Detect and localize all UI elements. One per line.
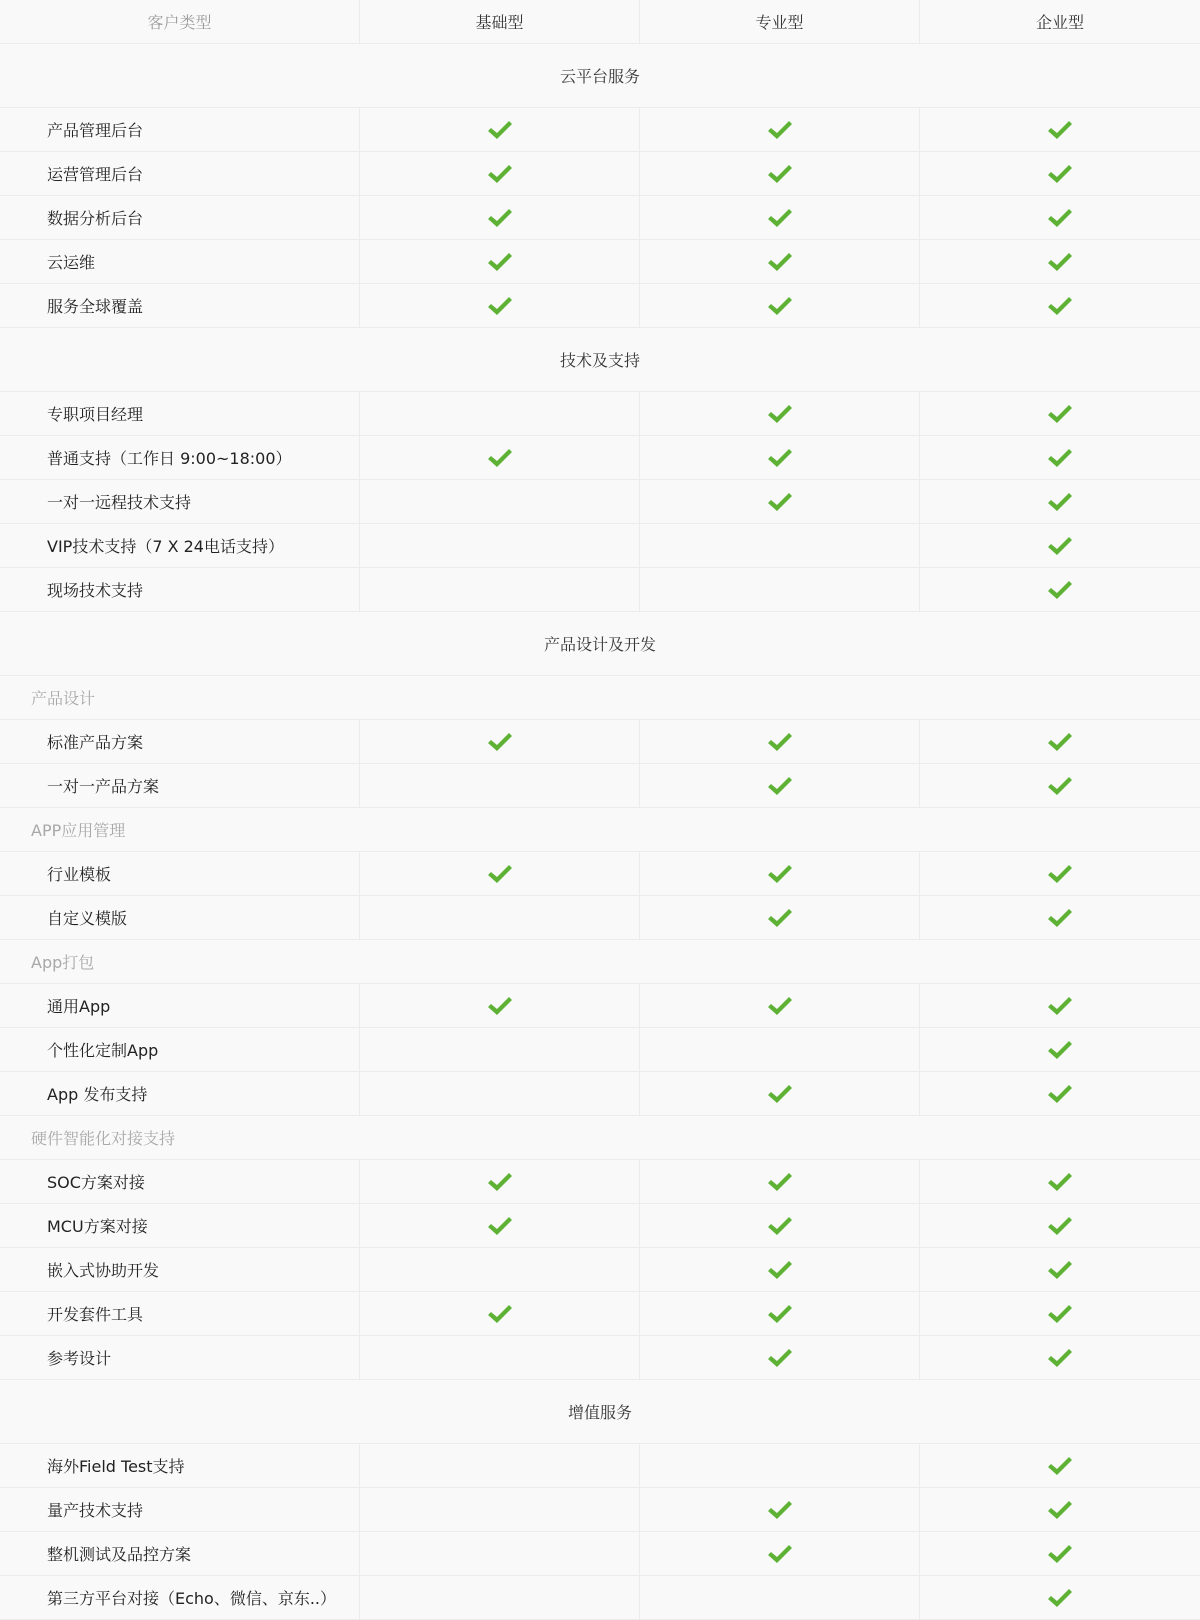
- enterprise-cell: [920, 152, 1200, 195]
- professional-cell: [640, 196, 920, 239]
- professional-cell: [640, 524, 920, 567]
- basic-cell: [360, 1576, 640, 1619]
- enterprise-cell: [920, 1160, 1200, 1203]
- check-icon: [767, 404, 793, 424]
- feature-row: [0, 284, 1200, 328]
- header-customer-type: 客户类型: [0, 0, 360, 43]
- check-icon: [1047, 164, 1073, 184]
- check-icon: [487, 164, 513, 184]
- feature-label: 服务全球覆盖: [0, 284, 360, 327]
- basic-cell: [360, 480, 640, 523]
- check-icon: [1047, 1456, 1073, 1476]
- check-icon: [1047, 1544, 1073, 1564]
- feature-label: MCU方案对接: [0, 1204, 360, 1247]
- feature-row: [0, 392, 1200, 436]
- check-icon: [767, 996, 793, 1016]
- enterprise-cell: [920, 1204, 1200, 1247]
- feature-row: [0, 240, 1200, 284]
- section-title: 云平台服务: [559, 67, 640, 86]
- basic-cell: [360, 108, 640, 151]
- enterprise-cell: [920, 480, 1200, 523]
- feature-label: 量产技术支持: [0, 1488, 360, 1531]
- check-icon: [767, 120, 793, 140]
- check-icon: [767, 776, 793, 796]
- basic-cell: [360, 1028, 640, 1071]
- feature-label: 嵌入式协助开发: [0, 1248, 360, 1291]
- feature-row: [0, 896, 1200, 940]
- feature-row: [0, 480, 1200, 524]
- professional-cell: [640, 1028, 920, 1071]
- enterprise-cell: [920, 1532, 1200, 1575]
- enterprise-cell: [920, 852, 1200, 895]
- check-icon: [487, 732, 513, 752]
- basic-cell: [360, 720, 640, 763]
- section-title: 增值服务: [567, 1403, 632, 1422]
- check-icon: [1047, 1172, 1073, 1192]
- professional-cell: [640, 436, 920, 479]
- basic-cell: [360, 196, 640, 239]
- basic-cell: [360, 1248, 640, 1291]
- section-header-row: [0, 612, 1200, 676]
- basic-cell: [360, 1532, 640, 1575]
- header-basic: 基础型: [360, 0, 640, 43]
- feature-row: [0, 436, 1200, 480]
- professional-cell: [640, 1488, 920, 1531]
- check-icon: [767, 1500, 793, 1520]
- professional-cell: [640, 720, 920, 763]
- feature-row: [0, 720, 1200, 764]
- professional-cell: [640, 152, 920, 195]
- basic-cell: [360, 240, 640, 283]
- feature-row: [0, 984, 1200, 1028]
- section-title: 产品设计及开发: [543, 635, 656, 654]
- professional-cell: [640, 984, 920, 1027]
- feature-label: 一对一远程技术支持: [0, 480, 360, 523]
- feature-row: [0, 764, 1200, 808]
- feature-label: 个性化定制App: [0, 1028, 360, 1071]
- professional-cell: [640, 1248, 920, 1291]
- group-title: APP应用管理: [31, 821, 126, 840]
- feature-label: 第三方平台对接（Echo、微信、京东..）: [0, 1576, 360, 1619]
- section-header-row: [0, 328, 1200, 392]
- group-header-row: [0, 676, 1200, 720]
- enterprise-cell: [920, 764, 1200, 807]
- check-icon: [767, 1348, 793, 1368]
- enterprise-cell: [920, 524, 1200, 567]
- feature-label: 现场技术支持: [0, 568, 360, 611]
- basic-cell: [360, 1336, 640, 1379]
- feature-row: [0, 1444, 1200, 1488]
- check-icon: [767, 1304, 793, 1324]
- enterprise-cell: [920, 1444, 1200, 1487]
- check-icon: [487, 1304, 513, 1324]
- check-icon: [1047, 492, 1073, 512]
- professional-cell: [640, 1072, 920, 1115]
- feature-row: [0, 1292, 1200, 1336]
- section-title: 技术及支持: [559, 351, 640, 370]
- enterprise-cell: [920, 240, 1200, 283]
- check-icon: [767, 208, 793, 228]
- feature-row: [0, 1072, 1200, 1116]
- basic-cell: [360, 152, 640, 195]
- check-icon: [1047, 1500, 1073, 1520]
- professional-cell: [640, 480, 920, 523]
- feature-row: [0, 1204, 1200, 1248]
- group-header-row: [0, 1116, 1200, 1160]
- feature-row: [0, 1028, 1200, 1072]
- check-icon: [1047, 908, 1073, 928]
- check-icon: [1047, 404, 1073, 424]
- enterprise-cell: [920, 436, 1200, 479]
- check-icon: [1047, 776, 1073, 796]
- professional-cell: [640, 1160, 920, 1203]
- feature-row: [0, 1488, 1200, 1532]
- check-icon: [767, 1172, 793, 1192]
- feature-row: [0, 196, 1200, 240]
- feature-label: 整机测试及品控方案: [0, 1532, 360, 1575]
- check-icon: [1047, 536, 1073, 556]
- group-title: 产品设计: [31, 689, 96, 708]
- enterprise-cell: [920, 568, 1200, 611]
- enterprise-cell: [920, 896, 1200, 939]
- feature-label: 数据分析后台: [0, 196, 360, 239]
- enterprise-cell: [920, 1576, 1200, 1619]
- check-icon: [1047, 1084, 1073, 1104]
- check-icon: [1047, 1260, 1073, 1280]
- basic-cell: [360, 1488, 640, 1531]
- check-icon: [767, 164, 793, 184]
- check-icon: [767, 1544, 793, 1564]
- feature-row: [0, 1248, 1200, 1292]
- professional-cell: [640, 1444, 920, 1487]
- check-icon: [1047, 296, 1073, 316]
- basic-cell: [360, 1072, 640, 1115]
- enterprise-cell: [920, 1488, 1200, 1531]
- check-icon: [1047, 208, 1073, 228]
- check-icon: [767, 732, 793, 752]
- group-title: App打包: [31, 953, 95, 972]
- check-icon: [1047, 448, 1073, 468]
- check-icon: [487, 996, 513, 1016]
- group-header-row: [0, 940, 1200, 984]
- professional-cell: [640, 1204, 920, 1247]
- enterprise-cell: [920, 1336, 1200, 1379]
- section-header-row: [0, 1380, 1200, 1444]
- feature-row: [0, 152, 1200, 196]
- professional-cell: [640, 568, 920, 611]
- feature-label: SOC方案对接: [0, 1160, 360, 1203]
- enterprise-cell: [920, 1292, 1200, 1335]
- feature-row: [0, 1160, 1200, 1204]
- basic-cell: [360, 568, 640, 611]
- enterprise-cell: [920, 196, 1200, 239]
- check-icon: [487, 252, 513, 272]
- professional-cell: [640, 1336, 920, 1379]
- feature-label: 参考设计: [0, 1336, 360, 1379]
- enterprise-cell: [920, 1028, 1200, 1071]
- check-icon: [487, 1172, 513, 1192]
- basic-cell: [360, 1292, 640, 1335]
- group-title: 硬件智能化对接支持: [31, 1129, 176, 1148]
- check-icon: [487, 864, 513, 884]
- feature-row: [0, 108, 1200, 152]
- check-icon: [767, 864, 793, 884]
- professional-cell: [640, 240, 920, 283]
- professional-cell: [640, 284, 920, 327]
- header-enterprise: 企业型: [1035, 13, 1084, 32]
- professional-cell: [640, 108, 920, 151]
- check-icon: [1047, 1216, 1073, 1236]
- basic-cell: [360, 1444, 640, 1487]
- feature-label: 开发套件工具: [0, 1292, 360, 1335]
- check-icon: [1047, 120, 1073, 140]
- feature-row: [0, 568, 1200, 612]
- feature-label: App 发布支持: [0, 1072, 360, 1115]
- check-icon: [767, 252, 793, 272]
- check-icon: [1047, 1040, 1073, 1060]
- basic-cell: [360, 852, 640, 895]
- basic-cell: [360, 284, 640, 327]
- check-icon: [1047, 1304, 1073, 1324]
- professional-cell: [640, 896, 920, 939]
- check-icon: [1047, 1588, 1073, 1608]
- feature-label: 云运维: [0, 240, 360, 283]
- feature-row: [0, 1576, 1200, 1620]
- enterprise-cell: [920, 284, 1200, 327]
- basic-cell: [360, 896, 640, 939]
- feature-row: [0, 1532, 1200, 1576]
- enterprise-cell: [920, 1072, 1200, 1115]
- enterprise-cell: [920, 108, 1200, 151]
- feature-label: 通用App: [0, 984, 360, 1027]
- check-icon: [767, 448, 793, 468]
- professional-cell: [640, 1576, 920, 1619]
- check-icon: [487, 120, 513, 140]
- check-icon: [767, 908, 793, 928]
- feature-label: 标准产品方案: [0, 720, 360, 763]
- group-header-row: [0, 808, 1200, 852]
- feature-row: [0, 1336, 1200, 1380]
- feature-row: [0, 524, 1200, 568]
- feature-row: [0, 852, 1200, 896]
- enterprise-cell: [920, 984, 1200, 1027]
- basic-cell: [360, 984, 640, 1027]
- check-icon: [767, 492, 793, 512]
- check-icon: [487, 1216, 513, 1236]
- enterprise-cell: [920, 1248, 1200, 1291]
- check-icon: [767, 1216, 793, 1236]
- enterprise-cell: [920, 392, 1200, 435]
- check-icon: [767, 1260, 793, 1280]
- check-icon: [487, 448, 513, 468]
- check-icon: [1047, 732, 1073, 752]
- professional-cell: [640, 1532, 920, 1575]
- basic-cell: [360, 764, 640, 807]
- professional-cell: [640, 1292, 920, 1335]
- basic-cell: [360, 524, 640, 567]
- feature-label: 专职项目经理: [0, 392, 360, 435]
- check-icon: [1047, 1348, 1073, 1368]
- check-icon: [1047, 864, 1073, 884]
- professional-cell: [640, 392, 920, 435]
- section-header-row: [0, 44, 1200, 108]
- feature-label: 海外Field Test支持: [0, 1444, 360, 1487]
- check-icon: [1047, 996, 1073, 1016]
- feature-label: 行业模板: [0, 852, 360, 895]
- feature-label: 运营管理后台: [0, 152, 360, 195]
- feature-label: 普通支持（工作日 9:00~18:00）: [0, 436, 360, 479]
- basic-cell: [360, 1204, 640, 1247]
- feature-label: 一对一产品方案: [0, 764, 360, 807]
- feature-label: 产品管理后台: [0, 108, 360, 151]
- feature-label: VIP技术支持（7 X 24电话支持）: [0, 524, 360, 567]
- check-icon: [767, 296, 793, 316]
- professional-cell: [640, 852, 920, 895]
- check-icon: [487, 208, 513, 228]
- header-professional: 专业型: [640, 0, 920, 43]
- basic-cell: [360, 1160, 640, 1203]
- enterprise-cell: [920, 720, 1200, 763]
- table-header-row: [0, 0, 1200, 44]
- basic-cell: [360, 436, 640, 479]
- check-icon: [1047, 580, 1073, 600]
- check-icon: [767, 1084, 793, 1104]
- professional-cell: [640, 764, 920, 807]
- check-icon: [487, 296, 513, 316]
- check-icon: [1047, 252, 1073, 272]
- basic-cell: [360, 392, 640, 435]
- feature-label: 自定义模版: [0, 896, 360, 939]
